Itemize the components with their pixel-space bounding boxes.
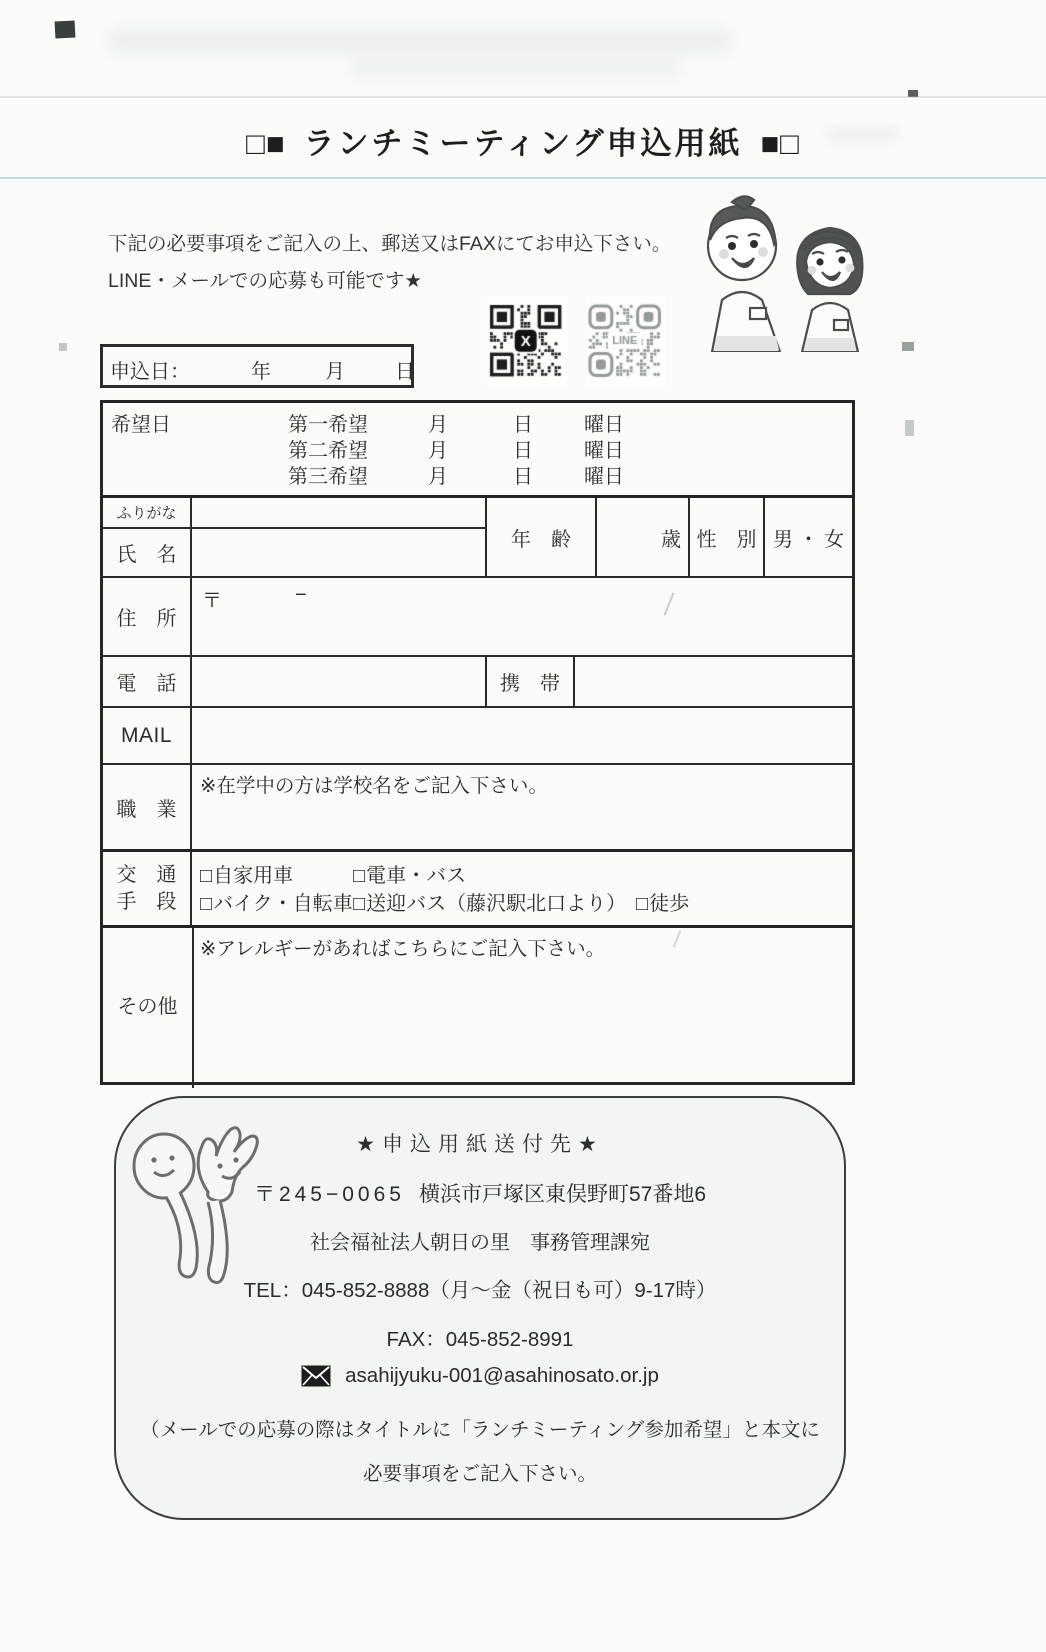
age-label: 年 齢	[485, 498, 595, 576]
occupation-label: 職 業	[103, 765, 192, 849]
tel-line: TEL：045-852-8888（月～金（祝日も可）9-17時）	[243, 1279, 717, 1302]
mobile-label: 携 帯	[485, 657, 575, 706]
checkbox-bike-bicycle[interactable]	[200, 887, 353, 916]
gender-options[interactable]: 男 ・ 女	[763, 498, 852, 576]
divider	[192, 928, 194, 1088]
divider	[0, 96, 1046, 98]
age-unit-label: 歳	[661, 528, 681, 551]
transport-label-line1: 交 通	[116, 863, 177, 886]
third-choice-label: 第三希望	[288, 466, 368, 488]
email-address: asahijyuku-001@asahinosato.or.jp	[345, 1364, 659, 1387]
checkbox-walk[interactable]	[636, 887, 689, 916]
allergy-note: ※アレルギーがあればこちらにご記入下さい。	[200, 938, 606, 960]
other-label: その他	[117, 996, 178, 1018]
transport-label-line2: 手 段	[116, 890, 177, 913]
scan-artifact	[350, 58, 680, 78]
preferred-date-label: 希望日	[111, 414, 171, 436]
row-occupation	[103, 763, 852, 849]
occupation-note: ※在学中の方は学校名をご記入下さい。	[200, 775, 548, 797]
option-label: バイク・自転車	[213, 893, 353, 915]
option-label: 電車・バス	[366, 865, 467, 887]
page-title	[0, 118, 1046, 163]
checkbox-icon[interactable]: □	[353, 893, 366, 915]
mail-input[interactable]	[192, 708, 852, 763]
weekday-label: 曜日	[584, 414, 624, 436]
staff-illustration	[684, 180, 899, 352]
day-label: 日	[513, 440, 533, 462]
occupation-input[interactable]	[192, 793, 852, 849]
scan-artifact	[110, 28, 730, 54]
square-deco-icon: ■□	[760, 126, 800, 161]
row-name	[103, 495, 852, 576]
application-date-box	[100, 344, 414, 388]
scan-artifact	[905, 420, 914, 436]
application-date-label: 申込日：	[110, 361, 190, 383]
checkbox-private-car[interactable]	[200, 859, 293, 888]
row-preferred-date	[103, 403, 852, 495]
checkbox-icon[interactable]: □	[353, 865, 366, 887]
name-label: 氏 名	[103, 529, 192, 576]
option-label: 送迎バス（藤沢駅北口より）	[366, 893, 627, 915]
send-to-heading: ★申込用紙送付先★	[356, 1133, 604, 1156]
street-address: 横浜市戸塚区東俣野町57番地6	[418, 1183, 707, 1206]
weekday-label: 曜日	[584, 440, 624, 462]
transport-options-line2	[103, 887, 852, 914]
row-transport	[103, 849, 852, 925]
fax-line: FAX：045-852-8991	[386, 1328, 574, 1351]
day-label: 日	[395, 361, 415, 383]
phone-label: 電 話	[103, 657, 192, 706]
checkbox-icon[interactable]: □	[200, 865, 213, 887]
intro-line-1: 下記の必要事項をご記入の上、郵送又はFAXにてお申込下さい。	[108, 233, 672, 255]
scan-artifact	[55, 20, 76, 38]
month-label: 月	[428, 414, 448, 436]
postal-dash: −	[295, 584, 307, 606]
second-choice-label: 第二希望	[288, 440, 368, 462]
weekday-label: 曜日	[584, 466, 624, 488]
age-input[interactable]	[595, 498, 688, 576]
line-qr-code	[586, 296, 666, 388]
square-deco-icon: □■	[246, 126, 286, 161]
month-label: 月	[428, 466, 448, 488]
email-application-note-2: 必要事項をご記入下さい。	[362, 1463, 597, 1485]
mail-label: MAIL	[103, 708, 192, 763]
divider	[0, 177, 1046, 179]
checkbox-icon[interactable]: □	[200, 893, 213, 915]
month-label: 月	[325, 361, 345, 383]
envelope-icon	[301, 1365, 331, 1387]
day-label: 日	[513, 466, 533, 488]
intro-line-2: LINE・メールでの応募も可能です★	[108, 270, 422, 292]
option-label: 自家用車	[213, 865, 294, 887]
checkbox-train-bus[interactable]	[353, 859, 466, 888]
furigana-label: ふりがな	[103, 498, 192, 529]
organization-name: 社会福祉法人朝日の里 事務管理課宛	[310, 1232, 650, 1254]
checkbox-shuttle-bus[interactable]	[353, 887, 626, 916]
email-application-note-1: （メールでの応募の際はタイトルに「ランチミーティング参加希望」と本文に	[140, 1419, 820, 1441]
page-title-text: ランチミーティング申込用紙	[303, 126, 743, 161]
postal-code: 〒245−0065	[253, 1183, 405, 1206]
option-label: 徒歩	[649, 893, 690, 915]
address-label: 住 所	[103, 578, 192, 655]
phone-input[interactable]	[192, 657, 485, 706]
day-label: 日	[513, 414, 533, 436]
year-label: 年	[251, 361, 271, 383]
postal-mark: 〒	[202, 590, 222, 612]
furigana-input[interactable]	[192, 498, 485, 529]
intro-text	[108, 226, 671, 300]
row-address	[103, 576, 852, 655]
checkbox-icon[interactable]: □	[636, 893, 649, 915]
address-input[interactable]	[192, 578, 852, 655]
name-input[interactable]	[192, 529, 485, 576]
spoon-fork-illustration	[122, 1108, 282, 1293]
email-line	[116, 1364, 844, 1388]
other-input[interactable]	[192, 958, 852, 1088]
application-form-table	[100, 400, 855, 1085]
month-label: 月	[428, 440, 448, 462]
x-twitter-qr-code	[487, 296, 567, 388]
row-other	[103, 925, 852, 1088]
row-mail	[103, 706, 852, 763]
row-phone	[103, 655, 852, 706]
mobile-input[interactable]	[575, 657, 852, 706]
scan-artifact	[902, 342, 914, 351]
first-choice-label: 第一希望	[288, 414, 368, 436]
gender-label: 性 別	[688, 498, 763, 576]
scan-artifact	[59, 343, 67, 351]
transport-options-line1	[103, 859, 852, 886]
